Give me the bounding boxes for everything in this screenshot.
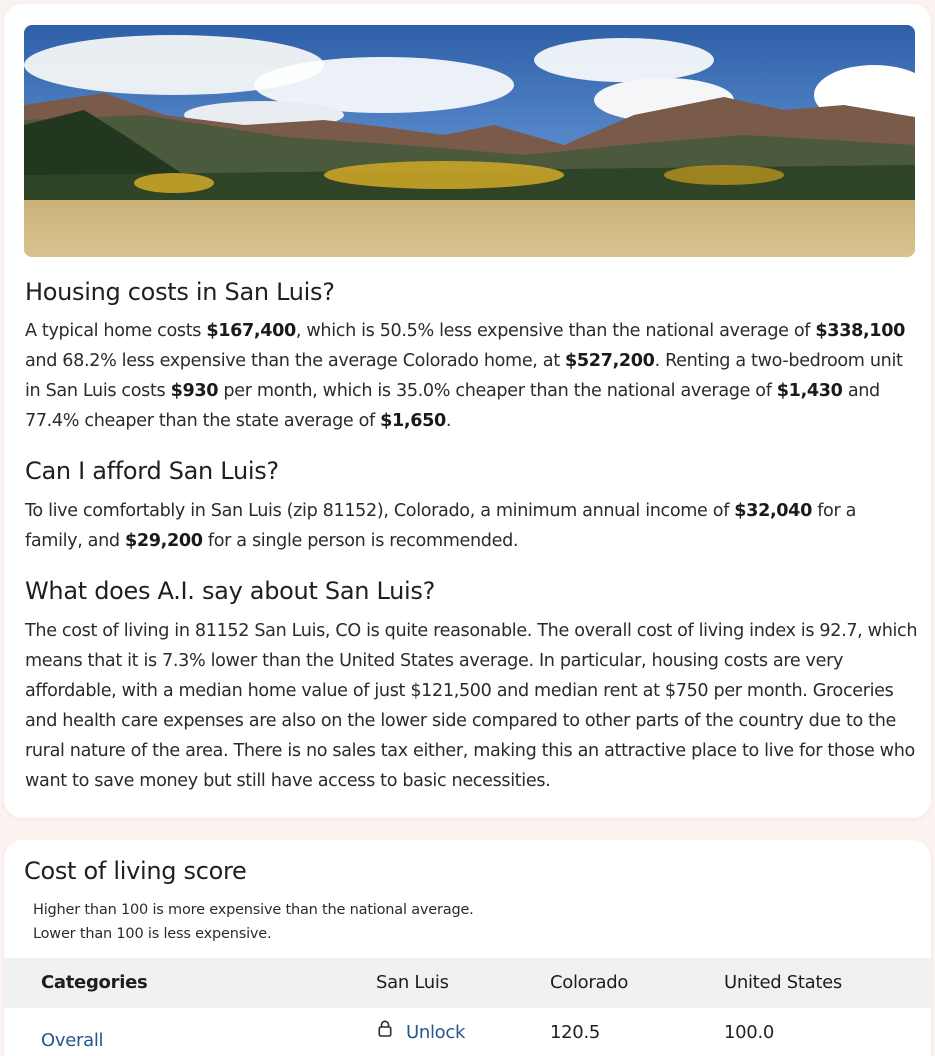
- state-rent-value: $1,650: [380, 411, 446, 431]
- text: A typical home costs: [25, 321, 207, 341]
- rent-value: $930: [170, 381, 219, 401]
- text: , which is 50.5% less expensive than the national average of: [295, 321, 816, 341]
- score-note-lower: Lower than 100 is less expensive.: [33, 926, 272, 942]
- ai-heading: What does A.I. say about San Luis?: [25, 577, 436, 605]
- text: .: [445, 411, 452, 431]
- ai-paragraph: The cost of living in 81152 San Luis, CO is quite reasonable. The overall cost of living index is 92.7, which means that it is 7.3% lower than the United States average. In particular, housing costs are very affordable, with a median home value of just $121,500 and median rent at $750 per month. Groceries and health care expenses are also on the lower side compared to other parts of the country due to the rural nature of the area. There is no sales tax either, making this an attractive place to live for those who want to save money but still have access to basic necessities.: [25, 621, 918, 791]
- cost-of-living-card: [4, 840, 931, 1056]
- family-income-value: $32,040: [734, 501, 812, 521]
- colorado-value: 120.5: [550, 1022, 601, 1043]
- column-san-luis: San Luis: [376, 972, 449, 993]
- info-card: [4, 4, 931, 818]
- mountain-landscape-image: [24, 25, 915, 257]
- housing-paragraph: [25, 316, 918, 436]
- afford-paragraph: [25, 496, 918, 556]
- unlock-link[interactable]: Unlock: [406, 1022, 466, 1043]
- column-categories: Categories: [41, 972, 148, 993]
- category-overall-link[interactable]: Overall: [41, 1030, 104, 1051]
- text: and 68.2% less expensive than the average Colorado home, at: [25, 351, 565, 371]
- text: . Renting a two-bedroom unit in San Luis costs: [25, 351, 903, 401]
- national-home-value: $338,100: [815, 321, 905, 341]
- afford-heading: Can I afford San Luis?: [25, 457, 279, 485]
- column-united-states: United States: [724, 972, 842, 993]
- lock-icon: [378, 1020, 392, 1037]
- table-header: [4, 958, 931, 1008]
- single-income-value: $29,200: [124, 531, 203, 551]
- text: for a family, and: [25, 501, 857, 551]
- score-note-higher: Higher than 100 is more expensive than the national average.: [33, 902, 474, 918]
- national-value: 100.0: [724, 1022, 775, 1043]
- national-rent-value: $1,430: [776, 381, 843, 401]
- state-home-value: $527,200: [565, 351, 655, 371]
- text: for a single person is recommended.: [202, 531, 519, 551]
- home-cost-value: $167,400: [206, 321, 296, 341]
- text: per month, which is 35.0% cheaper than the national average of: [218, 381, 777, 401]
- column-colorado: Colorado: [550, 972, 629, 993]
- text: To live comfortably in San Luis (zip 81152), Colorado, a minimum annual income of: [25, 501, 735, 521]
- housing-heading: Housing costs in San Luis?: [25, 278, 335, 306]
- text: and 77.4% cheaper than the state average of: [25, 381, 880, 431]
- score-heading: Cost of living score: [24, 857, 247, 885]
